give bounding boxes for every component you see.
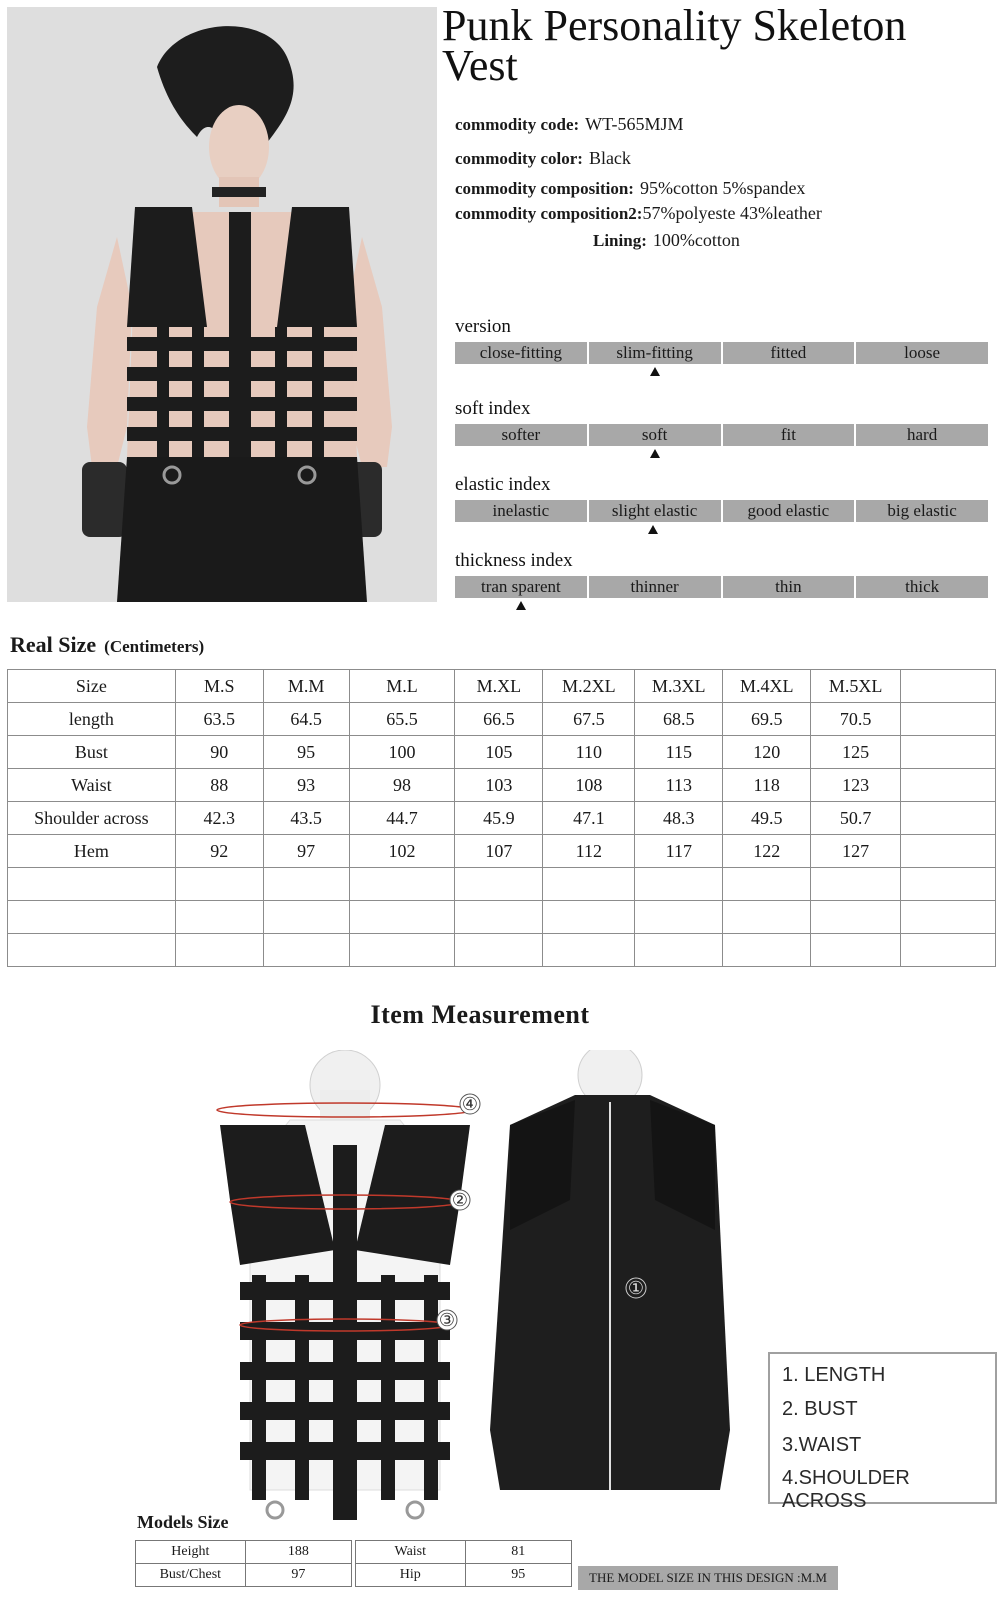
version-option: slim-fitting: [589, 342, 721, 364]
size-cell: [635, 934, 723, 967]
version-label: version: [455, 316, 511, 337]
size-cell: [723, 868, 811, 901]
size-cell: 127: [811, 835, 901, 868]
model-bust-value: 97: [245, 1564, 351, 1587]
version-option: loose: [856, 342, 988, 364]
row-label-cell: [8, 868, 176, 901]
size-cell: M.XL: [455, 670, 543, 703]
size-cell: 93: [263, 769, 349, 802]
table-row: [8, 802, 996, 835]
size-cell: 49.5: [723, 802, 811, 835]
row-label-cell: Shoulder across: [8, 802, 176, 835]
spec-code: [455, 114, 684, 135]
spec-key: commodity color:: [455, 149, 583, 168]
product-photo: [7, 7, 437, 602]
marker-2: ②: [451, 1190, 469, 1211]
version-option: close-fitting: [455, 342, 587, 364]
row-label-cell: Hem: [8, 835, 176, 868]
size-cell: M.S: [175, 670, 263, 703]
spec-key: commodity code:: [455, 115, 580, 134]
size-cell: 103: [455, 769, 543, 802]
size-cell: [263, 901, 349, 934]
size-cell: 92: [175, 835, 263, 868]
size-cell: M.5XL: [811, 670, 901, 703]
size-cell: [455, 901, 543, 934]
spec-key: Lining:: [593, 231, 647, 250]
size-cell: [455, 934, 543, 967]
elastic-index-marker-icon: [648, 525, 658, 534]
models-table-right: [355, 1540, 572, 1587]
table-row: [356, 1564, 572, 1587]
thickness-index-bar: [455, 576, 988, 598]
spec-color: [455, 148, 631, 169]
table-row: [136, 1564, 352, 1587]
size-cell: 43.5: [263, 802, 349, 835]
spec-key: commodity composition2:: [455, 204, 643, 223]
size-cell: 100: [349, 736, 455, 769]
size-cell: 122: [723, 835, 811, 868]
elastic-index-option: big elastic: [856, 500, 988, 522]
size-cell: 105: [455, 736, 543, 769]
model-waist-label: Waist: [356, 1541, 466, 1564]
size-cell: M.4XL: [723, 670, 811, 703]
size-cell: [901, 934, 996, 967]
size-cell: [543, 868, 635, 901]
table-row: [8, 868, 996, 901]
size-cell: [811, 868, 901, 901]
table-row: [136, 1541, 352, 1564]
thickness-index-option: thinner: [589, 576, 721, 598]
spec-lining: [593, 230, 740, 251]
size-cell: [635, 868, 723, 901]
size-cell: 123: [811, 769, 901, 802]
table-row: [8, 835, 996, 868]
models-table-left: [135, 1540, 352, 1587]
size-cell: 107: [455, 835, 543, 868]
size-cell: [901, 835, 996, 868]
size-cell: 108: [543, 769, 635, 802]
size-cell: 45.9: [455, 802, 543, 835]
size-cell: 48.3: [635, 802, 723, 835]
size-cell: [455, 868, 543, 901]
size-cell: 47.1: [543, 802, 635, 835]
size-cell: [635, 901, 723, 934]
spec-composition: [455, 178, 805, 199]
thickness-index-option: tran sparent: [455, 576, 587, 598]
soft-index-option: fit: [723, 424, 855, 446]
size-cell: [543, 934, 635, 967]
size-cell: [901, 901, 996, 934]
size-cell: [349, 868, 455, 901]
model-size-note: THE MODEL SIZE IN THIS DESIGN :M.M: [578, 1566, 838, 1590]
soft-index-option: softer: [455, 424, 587, 446]
soft-index-label: soft index: [455, 398, 531, 419]
thickness-index-label: thickness index: [455, 550, 573, 571]
models-size-title: Models Size: [137, 1512, 229, 1532]
soft-index-option: soft: [589, 424, 721, 446]
marker-1: ①: [627, 1278, 645, 1299]
model-hip-value: 95: [465, 1564, 571, 1587]
size-cell: 117: [635, 835, 723, 868]
legend-shoulder: 4.SHOULDER ACROSS: [782, 1467, 910, 1512]
size-cell: 63.5: [175, 703, 263, 736]
real-size-heading: Real Size: [10, 632, 97, 657]
size-cell: [349, 901, 455, 934]
version-marker-icon: [650, 367, 660, 376]
marker-3: ③: [438, 1310, 456, 1331]
size-cell: [901, 670, 996, 703]
size-cell: 125: [811, 736, 901, 769]
size-cell: [811, 934, 901, 967]
row-label-cell: Size: [8, 670, 176, 703]
measurement-diagram: [210, 1050, 770, 1520]
version-option: fitted: [723, 342, 855, 364]
size-cell: M.2XL: [543, 670, 635, 703]
size-table-header: [8, 670, 996, 703]
size-cell: 98: [349, 769, 455, 802]
size-cell: [901, 736, 996, 769]
size-cell: 113: [635, 769, 723, 802]
thickness-index-marker-icon: [516, 601, 526, 610]
row-label-cell: [8, 901, 176, 934]
size-cell: 65.5: [349, 703, 455, 736]
size-cell: [723, 901, 811, 934]
size-cell: [723, 934, 811, 967]
size-cell: 95: [263, 736, 349, 769]
model-hip-label: Hip: [356, 1564, 466, 1587]
size-cell: [901, 703, 996, 736]
size-cell: 97: [263, 835, 349, 868]
soft-index-marker-icon: [650, 449, 660, 458]
row-label-cell: Waist: [8, 769, 176, 802]
spec-value: 95%cotton 5%spandex: [639, 178, 806, 198]
spec-composition2: [455, 203, 822, 224]
row-label-cell: [8, 934, 176, 967]
row-label-cell: length: [8, 703, 176, 736]
legend-length: 1. LENGTH: [782, 1364, 886, 1386]
size-cell: [543, 901, 635, 934]
size-cell: [901, 802, 996, 835]
spec-value: 100%cotton: [652, 230, 740, 250]
table-row: [356, 1541, 572, 1564]
size-cell: 42.3: [175, 802, 263, 835]
size-table: [7, 669, 996, 967]
thickness-index-option: thin: [723, 576, 855, 598]
size-cell: 110: [543, 736, 635, 769]
size-cell: 90: [175, 736, 263, 769]
spec-key: commodity composition:: [455, 179, 634, 198]
table-row: [8, 703, 996, 736]
elastic-index-option: slight elastic: [589, 500, 721, 522]
size-cell: 115: [635, 736, 723, 769]
table-row: [8, 769, 996, 802]
model-wearing-vest-illustration: [7, 7, 437, 602]
spec-value: WT-565MJM: [585, 114, 684, 134]
size-cell: M.M: [263, 670, 349, 703]
size-cell: 102: [349, 835, 455, 868]
size-cell: [175, 901, 263, 934]
version-bar: [455, 342, 988, 364]
product-title: Punk Personality Skeleton Vest: [442, 1, 907, 90]
elastic-index-option: inelastic: [455, 500, 587, 522]
thickness-index-option: thick: [856, 576, 988, 598]
size-cell: 112: [543, 835, 635, 868]
size-cell: 68.5: [635, 703, 723, 736]
size-cell: 64.5: [263, 703, 349, 736]
real-size-title: [10, 632, 204, 658]
row-label-cell: Bust: [8, 736, 176, 769]
size-cell: [263, 868, 349, 901]
soft-index-option: hard: [856, 424, 988, 446]
item-measurement-title: Item Measurement: [370, 1000, 590, 1029]
soft-index-bar: [455, 424, 988, 446]
size-cell: [349, 934, 455, 967]
table-row: [8, 901, 996, 934]
size-cell: 67.5: [543, 703, 635, 736]
model-height-value: 188: [245, 1541, 351, 1564]
elastic-index-option: good elastic: [723, 500, 855, 522]
size-cell: 120: [723, 736, 811, 769]
size-cell: 88: [175, 769, 263, 802]
spec-value: 57%polyeste 43%leather: [642, 203, 822, 223]
size-cell: M.L: [349, 670, 455, 703]
model-height-label: Height: [136, 1541, 246, 1564]
model-waist-value: 81: [465, 1541, 571, 1564]
real-size-unit: (Centimeters): [104, 637, 205, 656]
size-cell: [901, 868, 996, 901]
size-cell: 70.5: [811, 703, 901, 736]
size-cell: 50.7: [811, 802, 901, 835]
table-row: [8, 736, 996, 769]
measurement-legend: [768, 1352, 997, 1512]
elastic-index-label: elastic index: [455, 474, 551, 495]
spec-value: Black: [588, 148, 631, 168]
size-cell: 69.5: [723, 703, 811, 736]
size-cell: 44.7: [349, 802, 455, 835]
size-cell: 118: [723, 769, 811, 802]
size-cell: [263, 934, 349, 967]
model-bust-label: Bust/Chest: [136, 1564, 246, 1587]
table-row: [8, 934, 996, 967]
legend-waist: 3.WAIST: [782, 1434, 862, 1456]
size-cell: [175, 868, 263, 901]
size-cell: [811, 901, 901, 934]
size-cell: [901, 769, 996, 802]
size-cell: M.3XL: [635, 670, 723, 703]
legend-bust: 2. BUST: [782, 1398, 858, 1420]
elastic-index-bar: [455, 500, 988, 522]
size-cell: [175, 934, 263, 967]
marker-4: ④: [461, 1094, 479, 1115]
size-cell: 66.5: [455, 703, 543, 736]
